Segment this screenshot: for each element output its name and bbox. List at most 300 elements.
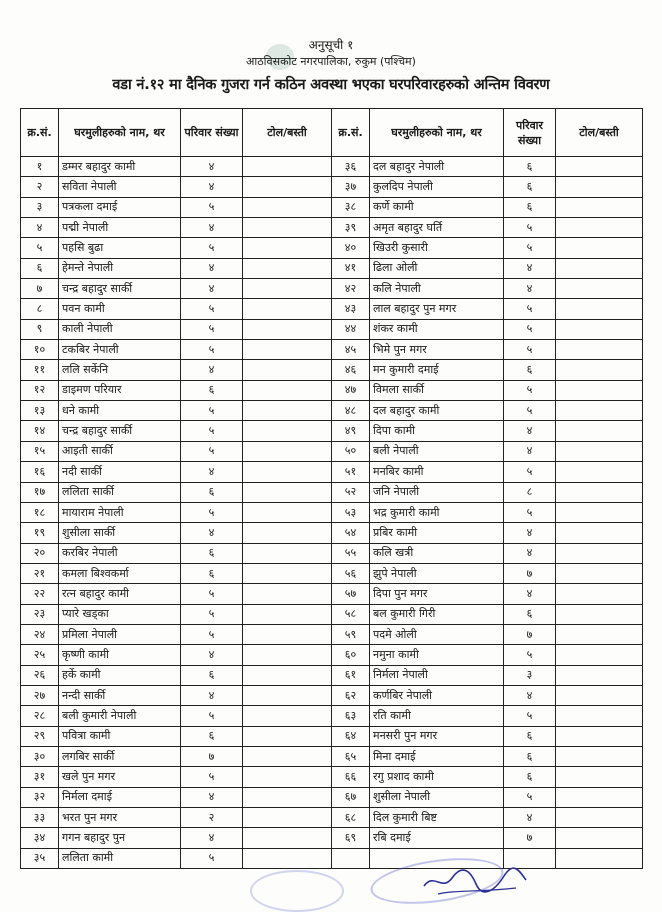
household-head-name-cell: नन्दी सार्की bbox=[59, 685, 181, 705]
household-head-name-cell: रबि दमाई bbox=[370, 828, 504, 848]
serial-number-cell: ३ bbox=[21, 197, 59, 217]
signature bbox=[420, 862, 530, 898]
col-header-tole-right: टोल/बस्ती bbox=[556, 109, 643, 157]
serial-number-cell: ४० bbox=[332, 238, 370, 258]
household-head-name-cell: लगबिर सार्की bbox=[59, 746, 181, 766]
family-count-cell: ३ bbox=[504, 665, 556, 685]
serial-number-cell: ४९ bbox=[332, 421, 370, 441]
tole-cell bbox=[556, 462, 643, 482]
family-count-cell: ५ bbox=[181, 584, 243, 604]
household-head-name-cell: हर्के कामी bbox=[59, 665, 181, 685]
table-row bbox=[21, 218, 643, 238]
serial-number-cell: ११ bbox=[21, 360, 59, 380]
family-count-cell: ७ bbox=[504, 563, 556, 583]
household-head-name-cell: ललिता कामी bbox=[59, 848, 181, 868]
table-row bbox=[21, 157, 643, 177]
serial-number-cell: १२ bbox=[21, 380, 59, 400]
serial-number-cell: २१ bbox=[21, 563, 59, 583]
household-head-name-cell: झुपे नेपाली bbox=[370, 563, 504, 583]
household-head-name-cell: दिल कुमारी बिष्ट bbox=[370, 808, 504, 828]
table-row bbox=[21, 726, 643, 746]
tole-cell bbox=[243, 360, 332, 380]
tole-cell bbox=[243, 157, 332, 177]
family-count-cell: ४ bbox=[181, 523, 243, 543]
household-head-name-cell: जनि नेपाली bbox=[370, 482, 504, 502]
serial-number-cell: ६७ bbox=[332, 787, 370, 807]
family-count-cell: ४ bbox=[181, 787, 243, 807]
household-head-name-cell: गगन बहादुर पुन bbox=[59, 828, 181, 848]
household-head-name-cell: प्यारे खड्का bbox=[59, 604, 181, 624]
tole-cell bbox=[243, 848, 332, 868]
household-head-name-cell: हेमन्ते नेपाली bbox=[59, 258, 181, 278]
family-count-cell: ५ bbox=[181, 848, 243, 868]
serial-number-cell: ६८ bbox=[332, 808, 370, 828]
tole-cell bbox=[556, 380, 643, 400]
family-count-cell: ४ bbox=[181, 645, 243, 665]
tole-cell bbox=[556, 685, 643, 705]
family-count-cell: ६ bbox=[504, 767, 556, 787]
table-row bbox=[21, 238, 643, 258]
serial-number-cell: ३० bbox=[21, 746, 59, 766]
family-count-cell: ५ bbox=[504, 218, 556, 238]
serial-number-cell: ४४ bbox=[332, 319, 370, 339]
tole-cell bbox=[556, 523, 643, 543]
tole-cell bbox=[556, 258, 643, 278]
family-count-cell: ४ bbox=[504, 808, 556, 828]
serial-number-cell: ३२ bbox=[21, 787, 59, 807]
household-head-name-cell: टकबिर नेपाली bbox=[59, 340, 181, 360]
tole-cell bbox=[556, 340, 643, 360]
tole-cell bbox=[556, 218, 643, 238]
household-head-name-cell: कलि खत्री bbox=[370, 543, 504, 563]
household-head-name-cell: भद्र कुमारी कामी bbox=[370, 502, 504, 522]
serial-number-cell: ६२ bbox=[332, 685, 370, 705]
tole-cell bbox=[556, 787, 643, 807]
family-count-cell: ६ bbox=[504, 360, 556, 380]
tole-cell bbox=[556, 726, 643, 746]
table-row bbox=[21, 360, 643, 380]
tole-cell bbox=[243, 523, 332, 543]
family-count-cell: ४ bbox=[181, 258, 243, 278]
tole-cell bbox=[556, 360, 643, 380]
tole-cell bbox=[243, 258, 332, 278]
family-count-cell: ५ bbox=[181, 624, 243, 644]
serial-number-cell: ६३ bbox=[332, 706, 370, 726]
tole-cell bbox=[243, 177, 332, 197]
household-head-name-cell: करबिर नेपाली bbox=[59, 543, 181, 563]
household-head-name-cell: पवन कामी bbox=[59, 299, 181, 319]
family-count-cell: ४ bbox=[181, 177, 243, 197]
table-row bbox=[21, 258, 643, 278]
family-count-cell: ६ bbox=[504, 726, 556, 746]
tole-cell bbox=[243, 197, 332, 217]
tole-cell bbox=[556, 808, 643, 828]
family-count-cell: ६ bbox=[181, 543, 243, 563]
household-head-name-cell: मनबिर कामी bbox=[370, 462, 504, 482]
serial-number-cell: ३६ bbox=[332, 157, 370, 177]
tole-cell bbox=[243, 380, 332, 400]
household-head-name-cell: लाल बहादुर पुन मगर bbox=[370, 299, 504, 319]
household-head-name-cell: पदमे ओली bbox=[370, 624, 504, 644]
table-row bbox=[21, 828, 643, 848]
serial-number-cell: ५३ bbox=[332, 502, 370, 522]
tole-cell bbox=[243, 462, 332, 482]
col-header-tole-left: टोल/बस्ती bbox=[243, 109, 332, 157]
tole-cell bbox=[243, 685, 332, 705]
family-count-cell: ६ bbox=[504, 177, 556, 197]
serial-number-cell: ४१ bbox=[332, 258, 370, 278]
col-header-sn-left: क्र.सं. bbox=[21, 109, 59, 157]
tole-cell bbox=[556, 197, 643, 217]
family-count-cell: ४ bbox=[504, 258, 556, 278]
tole-cell bbox=[556, 482, 643, 502]
col-header-sn-right: क्र.सं. bbox=[332, 109, 370, 157]
family-count-cell: ४ bbox=[504, 543, 556, 563]
tole-cell bbox=[556, 746, 643, 766]
tole-cell bbox=[556, 563, 643, 583]
tole-cell bbox=[243, 828, 332, 848]
serial-number-cell: २७ bbox=[21, 685, 59, 705]
household-head-name-cell: बली कुमारी नेपाली bbox=[59, 706, 181, 726]
table-row bbox=[21, 685, 643, 705]
tole-cell bbox=[556, 502, 643, 522]
table-row bbox=[21, 767, 643, 787]
household-head-name-cell: कलि नेपाली bbox=[370, 279, 504, 299]
table-row bbox=[21, 441, 643, 461]
serial-number-cell: १५ bbox=[21, 441, 59, 461]
family-count-cell: ५ bbox=[504, 238, 556, 258]
household-head-name-cell: काली नेपाली bbox=[59, 319, 181, 339]
household-head-name-cell: निर्मला दमाई bbox=[59, 787, 181, 807]
table-row bbox=[21, 563, 643, 583]
household-head-name-cell: शुसीला नेपाली bbox=[370, 787, 504, 807]
family-count-cell: ५ bbox=[504, 299, 556, 319]
household-head-name-cell: कर्णे कामी bbox=[370, 197, 504, 217]
table-row bbox=[21, 482, 643, 502]
office-stamp-left bbox=[250, 870, 344, 912]
household-head-name-cell: प्रबिर कामी bbox=[370, 523, 504, 543]
tole-cell bbox=[243, 299, 332, 319]
serial-number-cell: ३८ bbox=[332, 197, 370, 217]
serial-number-cell: ६ bbox=[21, 258, 59, 278]
serial-number-cell: ४७ bbox=[332, 380, 370, 400]
tole-cell bbox=[243, 706, 332, 726]
household-head-name-cell: नमुना कामी bbox=[370, 645, 504, 665]
tole-cell bbox=[243, 645, 332, 665]
serial-number-cell: ६० bbox=[332, 645, 370, 665]
tole-cell bbox=[556, 584, 643, 604]
table-row bbox=[21, 421, 643, 441]
household-head-name-cell: कृष्णी कामी bbox=[59, 645, 181, 665]
tole-cell bbox=[243, 767, 332, 787]
serial-number-cell: ५२ bbox=[332, 482, 370, 502]
household-head-name-cell: ललि सर्केनि bbox=[59, 360, 181, 380]
family-count-cell: ४ bbox=[181, 157, 243, 177]
serial-number-cell: ६९ bbox=[332, 828, 370, 848]
family-count-cell: ४ bbox=[181, 279, 243, 299]
table-row bbox=[21, 746, 643, 766]
serial-number-cell: १८ bbox=[21, 502, 59, 522]
municipality-name: आठविसकोट नगरपालिका, रुकुम (पश्चिम) bbox=[246, 55, 416, 68]
family-count-cell: ६ bbox=[181, 563, 243, 583]
tole-cell bbox=[556, 848, 643, 868]
family-count-cell: ८ bbox=[504, 482, 556, 502]
household-head-name-cell: पद्मी नेपाली bbox=[59, 218, 181, 238]
serial-number-cell: २६ bbox=[21, 665, 59, 685]
household-head-name-cell: कुलदिप नेपाली bbox=[370, 177, 504, 197]
family-count-cell: ४ bbox=[181, 828, 243, 848]
serial-number-cell bbox=[332, 848, 370, 868]
household-head-name-cell: कमला बिश्वकर्मा bbox=[59, 563, 181, 583]
tole-cell bbox=[243, 340, 332, 360]
family-count-cell: ५ bbox=[504, 340, 556, 360]
table-row bbox=[21, 197, 643, 217]
table-row bbox=[21, 604, 643, 624]
tole-cell bbox=[556, 238, 643, 258]
tole-cell bbox=[243, 482, 332, 502]
tole-cell bbox=[556, 421, 643, 441]
serial-number-cell: १७ bbox=[21, 482, 59, 502]
family-count-cell: ५ bbox=[181, 502, 243, 522]
tole-cell bbox=[556, 828, 643, 848]
tole-cell bbox=[243, 584, 332, 604]
serial-number-cell: ३३ bbox=[21, 808, 59, 828]
tole-cell bbox=[243, 441, 332, 461]
serial-number-cell: ६४ bbox=[332, 726, 370, 746]
serial-number-cell: ३४ bbox=[21, 828, 59, 848]
family-count-cell: ५ bbox=[504, 706, 556, 726]
tole-cell bbox=[556, 319, 643, 339]
serial-number-cell: ६१ bbox=[332, 665, 370, 685]
family-count-cell: ५ bbox=[181, 299, 243, 319]
col-header-family-left: परिवार संख्या bbox=[181, 109, 243, 157]
serial-number-cell: ५६ bbox=[332, 563, 370, 583]
tole-cell bbox=[556, 177, 643, 197]
tole-cell bbox=[556, 279, 643, 299]
household-head-name-cell: मन कुमारी दमाई bbox=[370, 360, 504, 380]
serial-number-cell: २५ bbox=[21, 645, 59, 665]
table-row bbox=[21, 808, 643, 828]
serial-number-cell: ४३ bbox=[332, 299, 370, 319]
household-head-name-cell: खले पुन मगर bbox=[59, 767, 181, 787]
serial-number-cell: १६ bbox=[21, 462, 59, 482]
tole-cell bbox=[556, 401, 643, 421]
serial-number-cell: ३५ bbox=[21, 848, 59, 868]
serial-number-cell: ५० bbox=[332, 441, 370, 461]
family-count-cell: ६ bbox=[504, 746, 556, 766]
family-count-cell: ५ bbox=[504, 319, 556, 339]
tole-cell bbox=[243, 808, 332, 828]
family-count-cell: ६ bbox=[181, 726, 243, 746]
family-count-cell: ५ bbox=[504, 502, 556, 522]
household-head-name-cell: ढिला ओली bbox=[370, 258, 504, 278]
family-count-cell: ५ bbox=[181, 238, 243, 258]
serial-number-cell: २८ bbox=[21, 706, 59, 726]
col-header-name-right: घरमुलीहरुको नाम, थर bbox=[370, 109, 504, 157]
tole-cell bbox=[556, 604, 643, 624]
household-head-name-cell: कर्णबिर नेपाली bbox=[370, 685, 504, 705]
family-count-cell: ७ bbox=[504, 828, 556, 848]
serial-number-cell: २३ bbox=[21, 604, 59, 624]
tole-cell bbox=[243, 238, 332, 258]
table-row bbox=[21, 584, 643, 604]
family-count-cell: ४ bbox=[181, 218, 243, 238]
household-head-name-cell: विमला सार्की bbox=[370, 380, 504, 400]
tole-cell bbox=[243, 563, 332, 583]
serial-number-cell: ४६ bbox=[332, 360, 370, 380]
serial-number-cell: ५४ bbox=[332, 523, 370, 543]
tole-cell bbox=[556, 441, 643, 461]
table-row bbox=[21, 401, 643, 421]
tole-cell bbox=[556, 665, 643, 685]
tole-cell bbox=[243, 543, 332, 563]
household-head-name-cell: खिउरी कुसारी bbox=[370, 238, 504, 258]
household-head-name-cell: रगु प्रशाद कामी bbox=[370, 767, 504, 787]
family-count-cell: ५ bbox=[181, 340, 243, 360]
family-count-cell: ४ bbox=[504, 279, 556, 299]
family-count-cell: ६ bbox=[181, 380, 243, 400]
table-row bbox=[21, 706, 643, 726]
family-count-cell: ५ bbox=[504, 787, 556, 807]
household-head-name-cell: शंकर कामी bbox=[370, 319, 504, 339]
family-count-cell: ४ bbox=[181, 685, 243, 705]
household-head-name-cell: पहसि बुढा bbox=[59, 238, 181, 258]
family-count-cell: ५ bbox=[181, 604, 243, 624]
serial-number-cell: १० bbox=[21, 340, 59, 360]
family-count-cell: ४ bbox=[181, 462, 243, 482]
household-head-name-cell: बल कुमारी गिरी bbox=[370, 604, 504, 624]
family-count-cell: ५ bbox=[181, 706, 243, 726]
household-head-name-cell: बली नेपाली bbox=[370, 441, 504, 461]
serial-number-cell: ४ bbox=[21, 218, 59, 238]
serial-number-cell: १९ bbox=[21, 523, 59, 543]
family-count-cell: ६ bbox=[504, 197, 556, 217]
family-count-cell: ५ bbox=[181, 441, 243, 461]
family-count-cell: ५ bbox=[504, 462, 556, 482]
household-head-name-cell: अमृत बहादुर घर्ति bbox=[370, 218, 504, 238]
household-head-name-cell: प्रमिला नेपाली bbox=[59, 624, 181, 644]
family-count-cell: ४ bbox=[181, 360, 243, 380]
serial-number-cell: २० bbox=[21, 543, 59, 563]
table-header-row bbox=[21, 109, 643, 157]
household-table bbox=[20, 108, 643, 869]
family-count-cell: ५ bbox=[504, 401, 556, 421]
household-head-name-cell: डम्मर बहादुर कामी bbox=[59, 157, 181, 177]
family-count-cell: ७ bbox=[181, 746, 243, 766]
serial-number-cell: ९ bbox=[21, 319, 59, 339]
household-head-name-cell: चन्द्र बहादुर सार्की bbox=[59, 279, 181, 299]
household-head-name-cell: दल बहादुर नेपाली bbox=[370, 157, 504, 177]
tole-cell bbox=[243, 502, 332, 522]
tole-cell bbox=[556, 157, 643, 177]
family-count-cell: ४ bbox=[504, 441, 556, 461]
family-count-cell: ६ bbox=[504, 157, 556, 177]
family-count-cell: ५ bbox=[504, 380, 556, 400]
serial-number-cell: १३ bbox=[21, 401, 59, 421]
family-count-cell: ५ bbox=[181, 401, 243, 421]
household-head-name-cell: नदी सार्की bbox=[59, 462, 181, 482]
family-count-cell: ६ bbox=[181, 665, 243, 685]
household-head-name-cell: रति कामी bbox=[370, 706, 504, 726]
household-head-name-cell: दिपा पुन मगर bbox=[370, 584, 504, 604]
serial-number-cell: २४ bbox=[21, 624, 59, 644]
serial-number-cell: १४ bbox=[21, 421, 59, 441]
family-count-cell: ४ bbox=[504, 523, 556, 543]
family-count-cell: ५ bbox=[181, 197, 243, 217]
col-header-family-right: परिवार संख्या bbox=[504, 109, 556, 157]
serial-number-cell: २९ bbox=[21, 726, 59, 746]
serial-number-cell: ४२ bbox=[332, 279, 370, 299]
household-head-name-cell: सविता नेपाली bbox=[59, 177, 181, 197]
table-row bbox=[21, 523, 643, 543]
tole-cell bbox=[556, 706, 643, 726]
table-row bbox=[21, 848, 643, 868]
household-head-name-cell: डाइमण परियार bbox=[59, 380, 181, 400]
serial-number-cell: ५७ bbox=[332, 584, 370, 604]
household-head-name-cell: आइती सार्की bbox=[59, 441, 181, 461]
table-row bbox=[21, 462, 643, 482]
family-count-cell: ६ bbox=[181, 482, 243, 502]
serial-number-cell: ५५ bbox=[332, 543, 370, 563]
serial-number-cell: ५ bbox=[21, 238, 59, 258]
family-count-cell: ६ bbox=[504, 604, 556, 624]
household-head-name-cell: भरत पुन मगर bbox=[59, 808, 181, 828]
table-row bbox=[21, 543, 643, 563]
table-row bbox=[21, 665, 643, 685]
col-header-name-left: घरमुलीहरुको नाम, थर bbox=[59, 109, 181, 157]
household-head-name-cell: दिपा कामी bbox=[370, 421, 504, 441]
serial-number-cell: ३१ bbox=[21, 767, 59, 787]
household-head-name-cell: पत्रकला दमाई bbox=[59, 197, 181, 217]
tole-cell bbox=[556, 624, 643, 644]
tole-cell bbox=[556, 645, 643, 665]
tole-cell bbox=[243, 726, 332, 746]
tole-cell bbox=[243, 401, 332, 421]
family-count-cell: ५ bbox=[181, 319, 243, 339]
tole-cell bbox=[556, 767, 643, 787]
table-row bbox=[21, 319, 643, 339]
household-head-name-cell: भिमे पुन मगर bbox=[370, 340, 504, 360]
table-row bbox=[21, 299, 643, 319]
household-head-name-cell: पवित्रा कामी bbox=[59, 726, 181, 746]
household-head-name-cell: ललिता सार्की bbox=[59, 482, 181, 502]
family-count-cell: ५ bbox=[181, 767, 243, 787]
serial-number-cell: ४५ bbox=[332, 340, 370, 360]
serial-number-cell: ७ bbox=[21, 279, 59, 299]
household-head-name-cell: मिना दमाई bbox=[370, 746, 504, 766]
serial-number-cell: ३९ bbox=[332, 218, 370, 238]
table-row bbox=[21, 787, 643, 807]
household-head-name-cell: चन्द्र बहादुर सार्की bbox=[59, 421, 181, 441]
tole-cell bbox=[243, 665, 332, 685]
serial-number-cell: ६६ bbox=[332, 767, 370, 787]
serial-number-cell: ५८ bbox=[332, 604, 370, 624]
table-row bbox=[21, 624, 643, 644]
annex-label: अनुसूची १ bbox=[308, 38, 354, 52]
household-head-name-cell: मनसरी पुन मगर bbox=[370, 726, 504, 746]
family-count-cell: ७ bbox=[504, 624, 556, 644]
family-count-cell: ५ bbox=[504, 645, 556, 665]
table-row bbox=[21, 279, 643, 299]
serial-number-cell: ३७ bbox=[332, 177, 370, 197]
serial-number-cell: ४८ bbox=[332, 401, 370, 421]
serial-number-cell: १ bbox=[21, 157, 59, 177]
tole-cell bbox=[243, 279, 332, 299]
table-row bbox=[21, 340, 643, 360]
household-head-name-cell: मायाराम नेपाली bbox=[59, 502, 181, 522]
tole-cell bbox=[243, 319, 332, 339]
serial-number-cell: ५९ bbox=[332, 624, 370, 644]
